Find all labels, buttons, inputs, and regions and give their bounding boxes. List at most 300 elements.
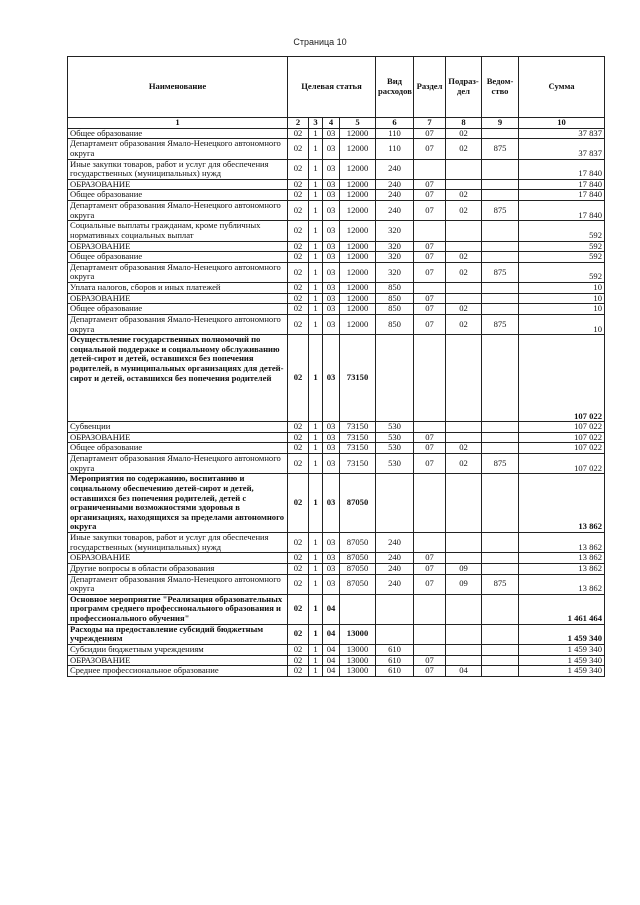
row-cell-c6 [376,335,414,422]
row-cell-c8 [446,221,482,241]
row-name: ОБРАЗОВАНИЕ [68,655,288,666]
row-cell-c8: 02 [446,252,482,263]
col-number: 3 [309,118,323,129]
row-cell-c3: 1 [309,201,323,221]
row-sum: 13 862 [519,553,605,564]
row-name: Среднее профессиональное образование [68,666,288,677]
row-cell-c8 [446,432,482,443]
row-sum: 107 022 [519,432,605,443]
row-cell-c6: 530 [376,454,414,474]
row-sum: 1 459 340 [519,624,605,644]
row-sum: 17 840 [519,190,605,201]
row-cell-c4: 03 [323,190,340,201]
header-vedomstvo: Ведом-ство [482,57,519,118]
row-cell-c4: 03 [323,553,340,564]
row-cell-c4: 04 [323,655,340,666]
row-sum: 1 461 464 [519,594,605,624]
row-cell-c7 [414,159,446,179]
row-name: Осуществление государственных полномочий по социальной поддержке и социальному обслуживанию детей-сирот и детей, оставшихся без попечения родителей, в муниципальных организациях для детей-сирот и детей, оставшихся без попечения родителей [68,335,288,422]
row-cell-c5: 12000 [340,262,376,282]
table-header-row [68,57,605,118]
row-cell-c2: 02 [288,262,309,282]
row-cell-c4: 03 [323,262,340,282]
row-cell-c2: 02 [288,201,309,221]
row-cell-c2: 02 [288,335,309,422]
table-row [68,443,605,454]
row-cell-c5: 13000 [340,655,376,666]
table-row [68,335,605,422]
row-name: Субсидии бюджетным учреждениям [68,644,288,655]
row-cell-c4: 03 [323,252,340,263]
col-number: 8 [446,118,482,129]
row-cell-c7: 07 [414,553,446,564]
row-name: Департамент образования Ямало-Ненецкого автономного округа [68,201,288,221]
row-cell-c9 [482,252,519,263]
row-cell-c7: 07 [414,314,446,334]
row-cell-c2: 02 [288,139,309,159]
row-cell-c9 [482,666,519,677]
row-cell-c6: 850 [376,304,414,315]
row-cell-c3: 1 [309,314,323,334]
col-number: 6 [376,118,414,129]
row-sum: 37 837 [519,128,605,139]
row-cell-c2: 02 [288,283,309,294]
table-row [68,644,605,655]
row-sum: 107 022 [519,454,605,474]
row-cell-c5: 12000 [340,139,376,159]
row-cell-c6 [376,594,414,624]
row-cell-c5: 73150 [340,443,376,454]
table-row [68,594,605,624]
row-cell-c4: 04 [323,644,340,655]
row-name: Департамент образования Ямало-Ненецкого автономного округа [68,139,288,159]
table-row [68,179,605,190]
row-cell-c7 [414,335,446,422]
table-row [68,432,605,443]
row-cell-c6: 320 [376,241,414,252]
row-cell-c8 [446,533,482,553]
row-cell-c5: 73150 [340,454,376,474]
row-name: Общее образование [68,252,288,263]
row-cell-c3: 1 [309,179,323,190]
row-cell-c5: 12000 [340,201,376,221]
row-name: Департамент образования Ямало-Ненецкого автономного округа [68,454,288,474]
row-cell-c3: 1 [309,454,323,474]
row-name: Общее образование [68,128,288,139]
row-name: Департамент образования Ямало-Ненецкого автономного округа [68,262,288,282]
col-number: 5 [340,118,376,129]
row-cell-c6: 240 [376,553,414,564]
table-row [68,422,605,433]
col-number: 1 [68,118,288,129]
row-cell-c4: 03 [323,474,340,533]
row-name: Общее образование [68,443,288,454]
row-cell-c5: 87050 [340,533,376,553]
row-cell-c8 [446,283,482,294]
row-cell-c9 [482,553,519,564]
row-cell-c3: 1 [309,563,323,574]
row-sum: 592 [519,262,605,282]
row-cell-c8 [446,474,482,533]
row-cell-c2: 02 [288,574,309,594]
row-cell-c8 [446,335,482,422]
row-cell-c6: 530 [376,432,414,443]
header-name: Наименование [68,57,288,118]
row-cell-c8: 02 [446,128,482,139]
row-sum: 13 862 [519,563,605,574]
row-cell-c6: 320 [376,221,414,241]
row-cell-c7: 07 [414,128,446,139]
row-cell-c9 [482,241,519,252]
row-sum: 592 [519,252,605,263]
row-cell-c4: 03 [323,454,340,474]
table-row [68,454,605,474]
row-name: Субвенции [68,422,288,433]
row-cell-c4: 03 [323,563,340,574]
row-cell-c6: 850 [376,293,414,304]
row-name: Социальные выплаты гражданам, кроме публичных нормативных социальных выплат [68,221,288,241]
row-cell-c6: 240 [376,190,414,201]
row-cell-c3: 1 [309,221,323,241]
row-cell-c9 [482,221,519,241]
row-cell-c9 [482,128,519,139]
row-cell-c7 [414,594,446,624]
col-number: 9 [482,118,519,129]
header-razdel: Раздел [414,57,446,118]
row-name: Уплата налогов, сборов и иных платежей [68,283,288,294]
row-cell-c9: 875 [482,139,519,159]
row-cell-c2: 02 [288,624,309,644]
row-sum: 107 022 [519,422,605,433]
row-cell-c7: 07 [414,432,446,443]
row-cell-c5: 13000 [340,644,376,655]
row-cell-c6: 850 [376,283,414,294]
table-row [68,128,605,139]
table-row [68,283,605,294]
row-cell-c2: 02 [288,159,309,179]
row-cell-c4: 03 [323,314,340,334]
row-cell-c4: 03 [323,574,340,594]
column-number-row [68,118,605,129]
row-cell-c6: 610 [376,644,414,655]
row-cell-c4: 03 [323,335,340,422]
row-sum: 10 [519,314,605,334]
row-cell-c7: 07 [414,179,446,190]
row-cell-c5: 87050 [340,474,376,533]
row-cell-c7: 07 [414,252,446,263]
row-cell-c8 [446,644,482,655]
row-name: ОБРАЗОВАНИЕ [68,293,288,304]
row-cell-c2: 02 [288,644,309,655]
row-cell-c8 [446,159,482,179]
row-sum: 13 862 [519,533,605,553]
row-cell-c9 [482,304,519,315]
row-cell-c3: 1 [309,553,323,564]
row-cell-c6: 110 [376,128,414,139]
row-cell-c7: 07 [414,201,446,221]
row-cell-c3: 1 [309,262,323,282]
row-name: ОБРАЗОВАНИЕ [68,432,288,443]
row-name: ОБРАЗОВАНИЕ [68,553,288,564]
row-cell-c4: 03 [323,139,340,159]
row-cell-c7 [414,283,446,294]
row-cell-c9 [482,335,519,422]
row-cell-c7: 07 [414,443,446,454]
col-number: 10 [519,118,605,129]
row-cell-c9 [482,644,519,655]
table-row [68,574,605,594]
col-number: 4 [323,118,340,129]
row-cell-c6: 110 [376,139,414,159]
row-name: ОБРАЗОВАНИЕ [68,179,288,190]
row-sum: 592 [519,241,605,252]
row-cell-c3: 1 [309,574,323,594]
row-cell-c2: 02 [288,655,309,666]
row-cell-c2: 02 [288,553,309,564]
row-cell-c4: 04 [323,666,340,677]
row-sum: 17 840 [519,179,605,190]
row-name: Общее образование [68,190,288,201]
row-cell-c8: 09 [446,563,482,574]
row-cell-c4: 04 [323,594,340,624]
row-cell-c8: 02 [446,314,482,334]
table-row [68,533,605,553]
row-cell-c6: 240 [376,179,414,190]
row-cell-c8: 02 [446,304,482,315]
table-row [68,474,605,533]
row-name: Департамент образования Ямало-Ненецкого автономного округа [68,314,288,334]
table-body [68,128,605,676]
table-row [68,563,605,574]
row-cell-c2: 02 [288,533,309,553]
row-name: Департамент образования Ямало-Ненецкого автономного округа [68,574,288,594]
row-cell-c5: 12000 [340,128,376,139]
row-cell-c2: 02 [288,443,309,454]
table-row [68,139,605,159]
row-cell-c7: 07 [414,574,446,594]
row-cell-c3: 1 [309,335,323,422]
row-cell-c7: 07 [414,454,446,474]
row-cell-c2: 02 [288,293,309,304]
row-cell-c2: 02 [288,314,309,334]
row-cell-c5: 12000 [340,283,376,294]
row-sum: 17 840 [519,201,605,221]
row-cell-c3: 1 [309,283,323,294]
row-cell-c4: 03 [323,201,340,221]
row-cell-c6: 240 [376,574,414,594]
row-cell-c7: 07 [414,304,446,315]
row-cell-c5: 12000 [340,293,376,304]
row-cell-c7 [414,533,446,553]
row-cell-c9 [482,432,519,443]
row-sum: 37 837 [519,139,605,159]
page-number: Страница 10 [293,37,347,47]
row-cell-c4: 03 [323,422,340,433]
row-cell-c3: 1 [309,655,323,666]
row-cell-c5: 13000 [340,666,376,677]
row-cell-c9 [482,179,519,190]
row-sum: 13 862 [519,474,605,533]
row-cell-c6: 530 [376,422,414,433]
row-cell-c5: 73150 [340,432,376,443]
table-row [68,666,605,677]
row-cell-c7: 07 [414,655,446,666]
header-target: Целевая статья [288,57,376,118]
row-cell-c2: 02 [288,190,309,201]
row-cell-c8 [446,293,482,304]
row-name: Основное мероприятие "Реализация образовательных программ среднего профессионального образования и профессионального обучения" [68,594,288,624]
row-cell-c6 [376,474,414,533]
row-cell-c7 [414,644,446,655]
row-cell-c4: 03 [323,432,340,443]
row-cell-c9 [482,474,519,533]
row-cell-c3: 1 [309,474,323,533]
row-cell-c2: 02 [288,666,309,677]
row-cell-c2: 02 [288,241,309,252]
row-cell-c6: 240 [376,201,414,221]
row-cell-c8: 02 [446,190,482,201]
table-row [68,304,605,315]
row-cell-c6 [376,624,414,644]
row-cell-c8: 09 [446,574,482,594]
row-name: Иные закупки товаров, работ и услуг для обеспечения государственных (муниципальных) нужд [68,159,288,179]
row-cell-c9 [482,283,519,294]
row-cell-c4: 03 [323,283,340,294]
row-cell-c8 [446,422,482,433]
row-cell-c9 [482,443,519,454]
row-cell-c7 [414,221,446,241]
row-cell-c6: 240 [376,563,414,574]
row-sum: 10 [519,293,605,304]
row-cell-c4: 03 [323,533,340,553]
row-cell-c7: 07 [414,139,446,159]
row-cell-c3: 1 [309,241,323,252]
table-row [68,262,605,282]
row-cell-c7 [414,422,446,433]
row-cell-c5: 87050 [340,574,376,594]
row-cell-c3: 1 [309,139,323,159]
row-cell-c8 [446,553,482,564]
row-cell-c2: 02 [288,128,309,139]
table-row [68,553,605,564]
row-name: Общее образование [68,304,288,315]
row-sum: 107 022 [519,335,605,422]
row-cell-c7: 07 [414,293,446,304]
row-name: Мероприятия по содержанию, воспитанию и социальному обеспечению детей-сирот и детей, оставшихся без попечения родителей, детей с ограниченными возможностями здоровья в организациях, находящихся за пределами автономного округа [68,474,288,533]
row-cell-c5: 73150 [340,335,376,422]
row-cell-c9: 875 [482,262,519,282]
budget-table [67,56,605,677]
row-cell-c4: 03 [323,304,340,315]
row-sum: 13 862 [519,574,605,594]
row-cell-c3: 1 [309,422,323,433]
row-cell-c7: 07 [414,563,446,574]
row-cell-c2: 02 [288,252,309,263]
row-cell-c4: 03 [323,293,340,304]
row-cell-c5 [340,594,376,624]
row-cell-c4: 03 [323,241,340,252]
row-cell-c4: 03 [323,221,340,241]
row-cell-c3: 1 [309,432,323,443]
row-name: ОБРАЗОВАНИЕ [68,241,288,252]
row-cell-c3: 1 [309,533,323,553]
row-cell-c8: 02 [446,443,482,454]
row-cell-c8 [446,655,482,666]
row-cell-c4: 03 [323,128,340,139]
row-cell-c7 [414,624,446,644]
row-cell-c2: 02 [288,179,309,190]
table-row [68,655,605,666]
row-cell-c5: 12000 [340,190,376,201]
row-cell-c5: 12000 [340,179,376,190]
row-cell-c6: 610 [376,655,414,666]
row-cell-c5: 87050 [340,563,376,574]
row-cell-c9: 875 [482,314,519,334]
row-cell-c8: 02 [446,139,482,159]
row-cell-c8: 02 [446,454,482,474]
row-cell-c3: 1 [309,128,323,139]
row-cell-c2: 02 [288,594,309,624]
row-cell-c9 [482,190,519,201]
row-cell-c3: 1 [309,644,323,655]
header-podrazdel: Подраз-дел [446,57,482,118]
row-sum: 10 [519,283,605,294]
row-cell-c9 [482,624,519,644]
row-sum: 10 [519,304,605,315]
row-cell-c3: 1 [309,293,323,304]
row-cell-c9 [482,594,519,624]
row-cell-c8 [446,179,482,190]
table-row [68,241,605,252]
table-row [68,314,605,334]
row-cell-c3: 1 [309,624,323,644]
row-cell-c9: 875 [482,454,519,474]
header-summa: Сумма [519,57,605,118]
table-row [68,293,605,304]
row-cell-c2: 02 [288,422,309,433]
row-cell-c8 [446,241,482,252]
row-cell-c5: 12000 [340,241,376,252]
row-cell-c3: 1 [309,594,323,624]
row-sum: 1 459 340 [519,666,605,677]
row-cell-c6: 320 [376,262,414,282]
row-cell-c9 [482,533,519,553]
row-cell-c3: 1 [309,252,323,263]
row-cell-c4: 03 [323,179,340,190]
row-cell-c9: 875 [482,201,519,221]
row-cell-c9 [482,563,519,574]
row-cell-c6: 850 [376,314,414,334]
row-cell-c5: 73150 [340,422,376,433]
row-cell-c9 [482,293,519,304]
col-number: 2 [288,118,309,129]
row-cell-c7: 07 [414,666,446,677]
row-cell-c2: 02 [288,563,309,574]
row-cell-c3: 1 [309,304,323,315]
row-cell-c6: 240 [376,159,414,179]
row-cell-c9 [482,655,519,666]
row-cell-c4: 04 [323,624,340,644]
row-cell-c4: 03 [323,443,340,454]
table-row [68,159,605,179]
row-name: Другие вопросы в области образования [68,563,288,574]
row-sum: 1 459 340 [519,644,605,655]
row-cell-c9: 875 [482,574,519,594]
row-cell-c2: 02 [288,304,309,315]
row-cell-c5: 12000 [340,159,376,179]
row-cell-c6: 530 [376,443,414,454]
row-cell-c5: 12000 [340,304,376,315]
